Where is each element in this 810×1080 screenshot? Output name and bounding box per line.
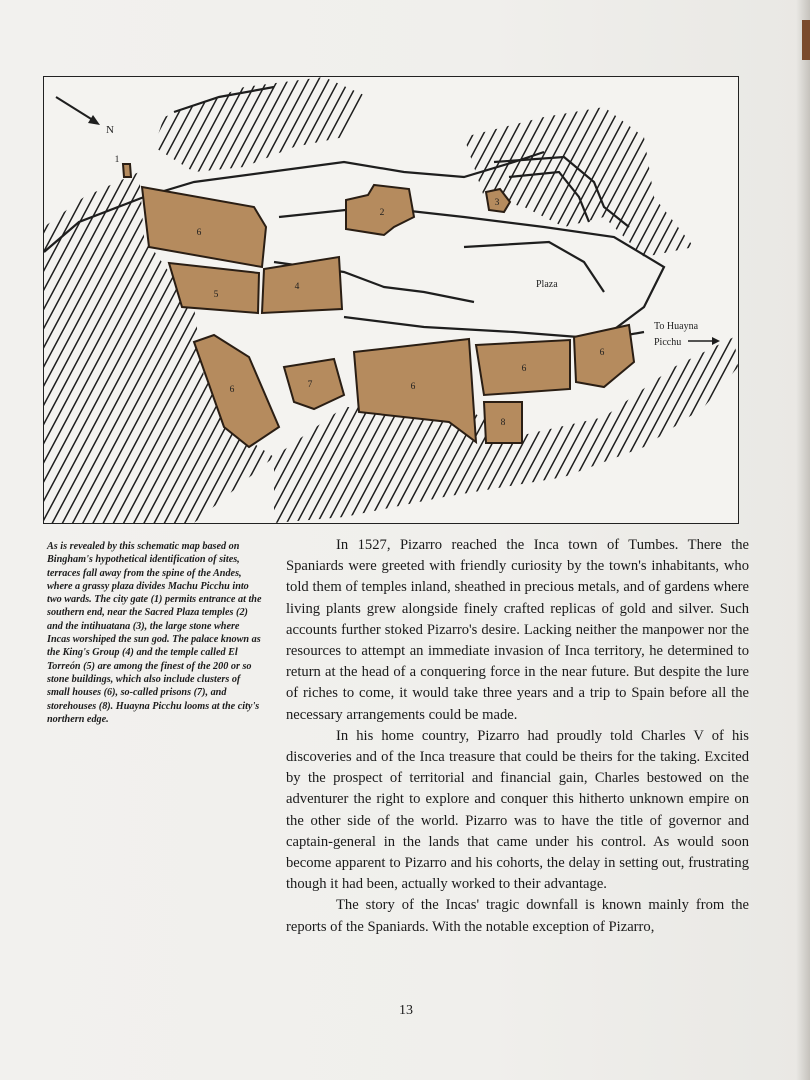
terrace-edge xyxy=(464,242,604,292)
huayna-label-line1: To Huayna xyxy=(654,321,699,332)
site-number-2: 2 xyxy=(379,208,385,218)
site-number-3: 3 xyxy=(494,198,500,208)
paragraph: In his home country, Pizarro had proudly told Charles V of his discoveries and of the Inca treasure that could be theirs for the taking. Excited by the prospect of territorial and financial gain, Charles bestowed on the adventurer the right to explore and conquer this hitherto unknown empire on the other side of the world. Pizarro was to have the title of governor and captain-general in the lands that came under his control. As would soon become apparent to Pizarro and his cohorts, the delay in setting out, frustrating though it had been, actually worked to their advantage. xyxy=(286,727,749,893)
map-drawing xyxy=(44,77,738,523)
site-number-6b: 6 xyxy=(229,385,235,395)
plaza-label: Plaza xyxy=(536,279,558,290)
site-number-6d: 6 xyxy=(521,364,527,374)
huayna-label-line2: Picchu xyxy=(654,337,682,348)
site-number-8: 8 xyxy=(500,418,506,428)
site-number-5: 5 xyxy=(213,290,219,300)
paragraph: The story of the Incas' tragic downfall is known mainly from the reports of the Spaniards. With the notable exception of Pizarro, xyxy=(286,897,749,935)
building-houses-a xyxy=(142,187,266,267)
page-edge-shadow xyxy=(796,0,810,1080)
site-number-4: 4 xyxy=(294,282,300,292)
arrow-right-icon xyxy=(688,337,720,345)
terraces xyxy=(44,77,738,523)
terrace-top-east xyxy=(464,107,694,257)
machu-picchu-map xyxy=(43,76,739,524)
page-number: 13 xyxy=(399,1003,413,1018)
building-torreon xyxy=(169,263,259,313)
body-text xyxy=(286,535,749,938)
building-gate xyxy=(123,164,131,177)
site-number-7: 7 xyxy=(307,380,313,390)
building-kings-group xyxy=(262,257,342,313)
site-number-6a: 6 xyxy=(196,228,202,238)
site-number-6c: 6 xyxy=(410,382,416,392)
terrace-top-north xyxy=(154,77,364,172)
paragraph: In 1527, Pizarro reached the Inca town of Tumbes. There the Spaniards were greeted with friendly curiosity by the town's inhabitants, who told them of temples inland, sheathed in precious metals, and of gardens where living plants grew alongside finely crafted replicas of gold and silver. Such accounts further stoked Pizarro's desire. Lacking neither the manpower nor the resources to attempt an immediate invasion of Inca territory, he determined to return at the head of a conquering force in the near future. But despite the lure of riches to come, it would take three years and a trip to Spain before all the necessary arrangements could be made. xyxy=(286,537,749,723)
north-label: N xyxy=(106,124,114,136)
north-arrow-icon xyxy=(56,97,100,125)
page-corner-tab xyxy=(802,20,810,60)
building-prisons xyxy=(284,359,344,409)
site-number-1: 1 xyxy=(114,155,120,165)
site-number-6e: 6 xyxy=(599,348,605,358)
map-caption: As is revealed by this schematic map based on Bingham's hypothetical identification of sites, terraces fall away from the spine of the Andes, where a grassy plaza divides Machu Picchu into two wards. The city gate (1) permits entrance at the southern end, near the Sacred Plaza temples (2) and the intihuatana (3), the large stone where Incas worshiped the sun god. The palace known as the King's Group (4) and the temple called El Torreón (5) are among the finest of the 200 or so stone buildings, which also include clusters of small houses (6), so-called prisons (7), and storehouses (8). Huayna Picchu looms at the city's northern edge. xyxy=(47,541,262,725)
